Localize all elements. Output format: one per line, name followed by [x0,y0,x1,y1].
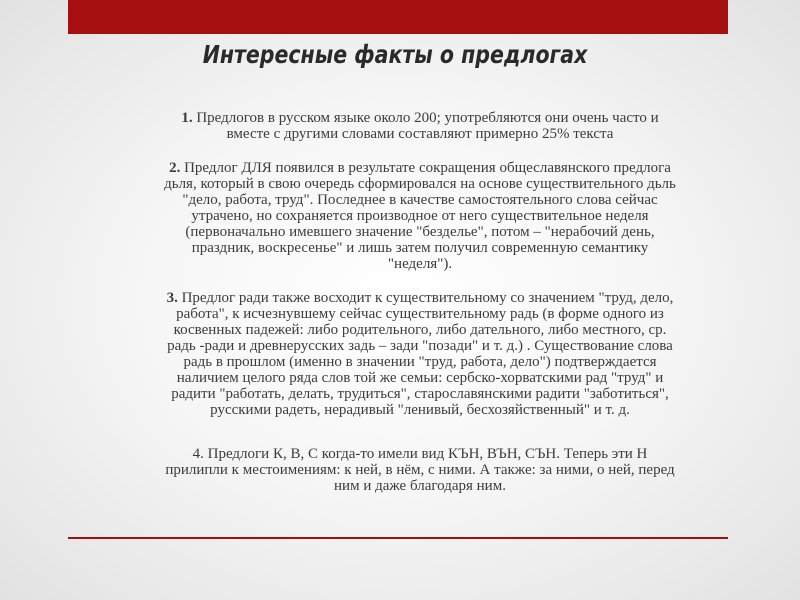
fact-text-line: радь в прошлом (именно в значении "труд, работа, дело") подтверждается [183,354,657,370]
fact-text-line: русскими радеть, нерадивый "ленивый, бесхозяйственный" и т. д. [210,402,630,418]
fact-text-line: работа", к исчезнувшему сейчас существительному радь (в форме одного из [176,306,664,322]
facts-body [100,110,740,512]
fact-text-line: праздник, воскресенье" и лишь затем получил современную семантику [191,240,649,256]
fact-text-line: прилипли к местоимениям: к ней, в нём, с ними. А также: за ними, о ней, перед [165,462,675,478]
fact-text-line: (первоначально имевшего значение "безделье", потом – "нерабочий день, [185,224,655,240]
fact-text-line: "неделя"). [387,256,453,272]
fact-text-line: ним и даже благодаря ним. [334,478,506,494]
fact-text-line: вместе с другими словами составляют примерно 25% текста [226,126,614,142]
bottom-divider-line [68,537,728,539]
slide-title: Интересные факты о предлогах [202,40,588,69]
fact-text-line: радь -ради и древнерусских задь – зади "позади" и т. д.) . Существование слова [167,338,673,354]
fact-text-line: косвенных падежей: либо родительного, либо дательного, либо местного, ср. [173,322,667,338]
fact-text-line: Предлогов в русском языке около 200; употребляются они очень часто и [196,110,659,126]
fact-item [100,290,740,418]
fact-item [100,160,740,272]
fact-text-line: утрачено, но сохраняется производное от него существительное неделя [191,208,649,224]
fact-text-line: "дело, работа, труд". Последнее в качестве самостоятельного слова сейчас [182,192,658,208]
fact-number: 1. [181,110,193,126]
fact-number: 4. [192,446,204,462]
top-accent-bar [68,0,728,34]
fact-text-line: Предлог ради также восходит к существительному со значением "труд, дело, [181,290,674,306]
fact-item [100,110,740,142]
fact-number: 2. [169,160,181,176]
fact-text-line: наличием целого ряда слов той же семьи: сербско-хорватскими рад "труд" и [176,370,664,386]
fact-item [100,446,740,494]
fact-text-line: дьля, который в свою очередь сформировался на основе существительного дьль [164,176,676,192]
fact-text-line: Предлог ДЛЯ появился в результате сокращения общеславянского предлога [184,160,671,176]
fact-text-line: Предлоги К, В, С когда-то имели вид КЪН, ВЪН, СЪН. Теперь эти Н [207,446,648,462]
fact-text-line: радити "работать, делать, трудиться", старославянскими радити "заботиться", [171,386,669,402]
fact-number: 3. [166,290,178,306]
